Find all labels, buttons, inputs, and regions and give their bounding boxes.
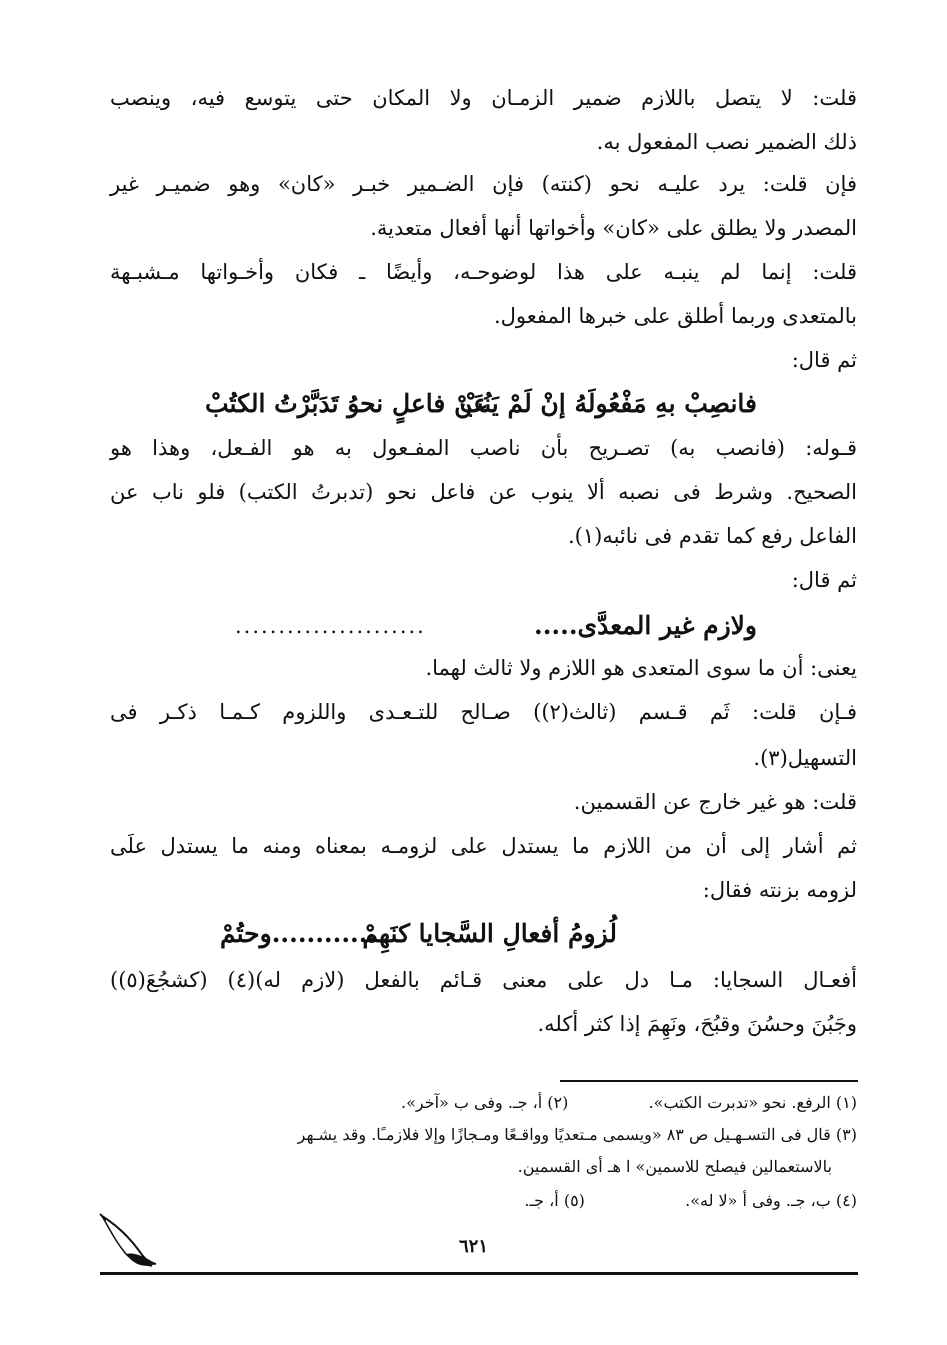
text-line: ثم أشار إلى أن من اللازم ما يستدل على لزومـه بمعناه ومنه ما يستدل علَى: [110, 834, 857, 858]
text-line: قـوله: (فانصب به) تصـريح بأن ناصب المفـعول به هو الفـعل، وهذا هو: [110, 436, 857, 460]
text-line: بالمتعدى وربما أطلق على خبرها المفعول.: [493, 304, 857, 328]
verse-hemistich-right: لُزومُ أفعالِ السَّجايا كنَهِمْ: [362, 919, 617, 948]
text-line: قلت: إنما لم ينبـه على هذا لوضوحـه، وأيضًا ـ فكان وأخـواتها مـشبـهة: [110, 260, 857, 284]
text-line: التسهيل(٣).: [753, 746, 857, 770]
text-line: وجَبُنَ وحسُنَ وقبُحَ، ونَهِمَ إذا كثر أكله.: [537, 1012, 857, 1036]
text-line: أفعـال السجايا: مـا دل على معنى قـائم بالفعل (لازم له)(٤) (كشجُعَ(٥)): [110, 968, 858, 992]
text-line: ثم قال:: [791, 568, 857, 592]
verse-dots: ......................: [235, 614, 426, 638]
text-line: المصدر ولا يطلق على «كان» وأخواتها أنها أفعال متعدية.: [370, 216, 857, 240]
footnote-4: (٤) ب، جـ. وفى أ «لا له».: [685, 1191, 857, 1210]
text-line: قلت: هو غير خارج عن القسمين.: [573, 790, 857, 814]
text-line: ثم قال:: [791, 348, 857, 372]
text-line: فـإن قلت: ثَم قـسم (ثالث(٢)) صـالح للتـعـدى واللزوم كـمـا ذكـر فى: [110, 700, 857, 724]
verse-hemistich-left: ............وحتُمْ: [220, 919, 377, 948]
footnote-5: (٥) أ، جـ.: [524, 1191, 585, 1210]
footnote-3-line-1: (٣) قال فى التسـهـيل ص ٨٣ «ويسمى مـتعديًا وواقـعًا ومـجازًا وإلا فلازمـًا. وقد يشـهر: [297, 1125, 857, 1144]
footnote-2: (٢) أ، جـ. وفى ب «آخر».: [400, 1093, 569, 1112]
text-line: لزومه بزنته فقال:: [702, 878, 857, 902]
text-line: يعنى: أن ما سوى المتعدى هو اللازم ولا ثالث لهما.: [425, 656, 857, 680]
footnote-line: [110, 1186, 857, 1216]
footnote-separator: [560, 1080, 858, 1082]
footnote-3-line-2: بالاستعمالين فيصلح للاسمين» ا هـ أى القسمين.: [517, 1157, 832, 1176]
text-line: فإن قلت: يرد عليـه نحو (كنته) فإن الضـمير خبـر «كان» وهو ضميـر غير: [110, 172, 857, 196]
footnote-line: [110, 1088, 857, 1118]
text-line: قلت: لا يتصل باللازم ضمير الزمـان ولا المكان حتى يتوسع فيه، وينصب: [110, 86, 857, 110]
verse-hemistich-right: فانصِبْ بهِ مَفْعُولَهُ إنْ لَمْ يَنُبْ: [459, 389, 757, 418]
text-line: ذلك الضمير نصب المفعول به.: [596, 130, 857, 154]
page-number: ٦٢١: [458, 1236, 488, 1257]
verse-hemistich-left: عَنْ فاعلٍ نحوُ تَدَبَّرْتُ الكتُبْ: [205, 389, 489, 418]
text-line: الفاعل رفع كما تقدم فى نائبه(١).: [567, 524, 857, 548]
footnote-1: (١) الرفع. نحو «تدبرت الكتب».: [648, 1093, 857, 1112]
text-line: الصحيح. وشرط فى نصبه ألا ينوب عن فاعل نحو (تدبرتُ الكتب) فلو ناب عن: [110, 480, 857, 504]
verse-hemistich-right: ولازم غير المعدَّى.....: [534, 611, 757, 640]
page-bottom-rule: [100, 1272, 858, 1275]
